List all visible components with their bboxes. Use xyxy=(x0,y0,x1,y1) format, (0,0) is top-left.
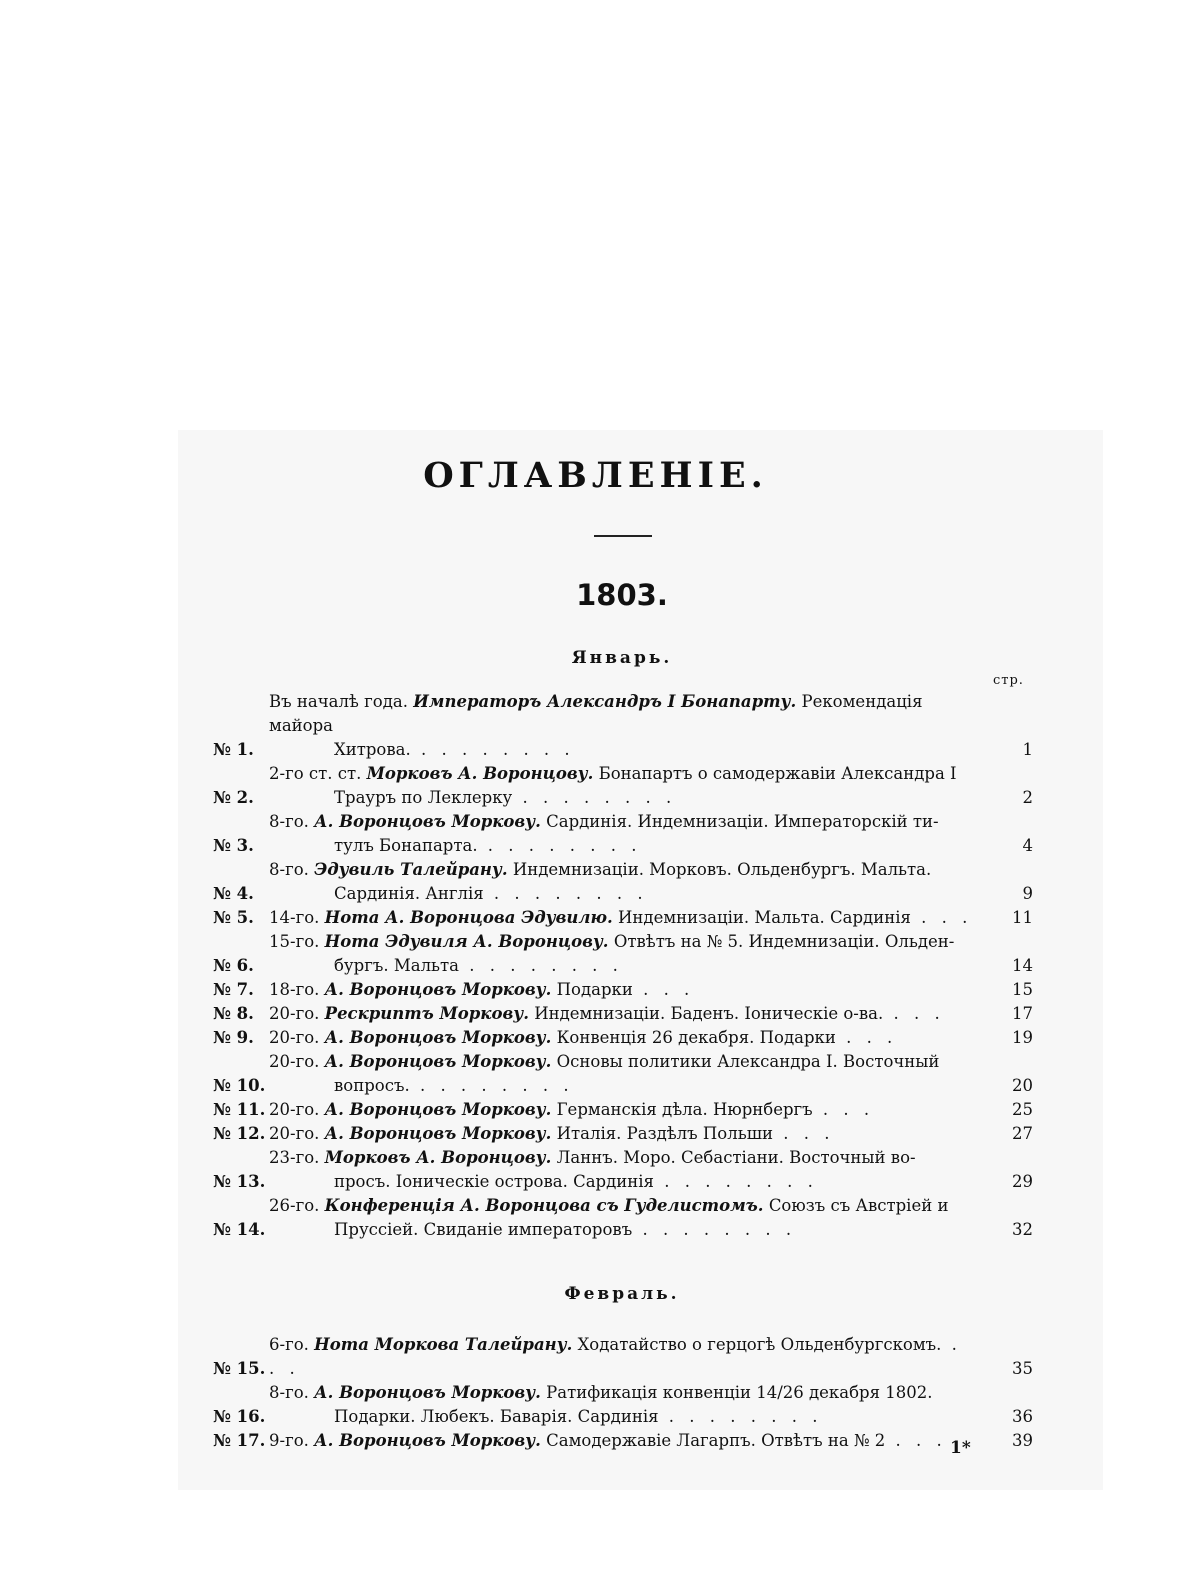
entry-text xyxy=(269,810,985,858)
entry-correspondents: Эдувиль Талейрану. xyxy=(314,860,508,879)
entry-summary: Индемнизаціи. Морковъ. Ольденбургъ. Мальта. xyxy=(512,860,932,879)
entry-correspondents: Рескриптъ Моркову. xyxy=(324,1004,529,1023)
entry-date: 20-го. xyxy=(269,1100,320,1119)
toc-entry[interactable] xyxy=(213,1146,1033,1194)
entry-number: № 3. xyxy=(213,836,254,855)
entry-date: 23-го. xyxy=(269,1148,320,1167)
entry-correspondents: А. Воронцовъ Моркову. xyxy=(324,1100,552,1119)
entry-correspondents: А. Воронцовъ Моркову. xyxy=(314,1383,541,1402)
entry-correspondents: Императоръ Александръ I Бонапарту. xyxy=(413,692,797,711)
entry-summary: Союзъ съ Австріей и xyxy=(768,1196,949,1215)
entry-summary: Основы политики Александра I. Восточный xyxy=(556,1052,940,1071)
leader-dots: . . . xyxy=(910,908,973,927)
entry-page-number: 14 xyxy=(1012,956,1033,975)
entry-correspondents: А. Воронцовъ Моркову. xyxy=(314,1431,541,1450)
leader-dots: . . . xyxy=(812,1100,875,1119)
toc-entry[interactable] xyxy=(213,690,1033,762)
entry-correspondents: Морковъ А. Воронцову. xyxy=(324,1148,552,1167)
entry-summary: Отвѣтъ на № 5. Индемнизаціи. Ольден- xyxy=(613,932,955,951)
entry-date: 8-го. xyxy=(269,860,309,879)
entry-text xyxy=(269,1026,985,1050)
entry-number: № 16. xyxy=(213,1407,266,1426)
entry-number: № 5. xyxy=(213,908,254,927)
entry-page-number: 20 xyxy=(1012,1076,1033,1095)
entry-text xyxy=(269,1050,985,1098)
entry-page-number: 19 xyxy=(1012,1028,1033,1047)
entry-page-number: 11 xyxy=(1012,908,1033,927)
leader-dots: . . . . . . . . xyxy=(632,1220,797,1239)
entry-text xyxy=(269,762,985,810)
entry-summary: Ланнъ. Моро. Себастіани. Восточный во- xyxy=(556,1148,916,1167)
toc-entry[interactable] xyxy=(213,1194,1033,1242)
entry-date: 14-го. xyxy=(269,908,320,927)
entry-summary-continued: тулъ Бонапарта. . . . . . . . . xyxy=(334,836,642,855)
entry-summary: Ратификація конвенціи 14/26 декабря 1802. xyxy=(546,1383,933,1402)
entry-number: № 1. xyxy=(213,740,254,759)
entry-correspondents: А. Воронцовъ Моркову. xyxy=(324,1124,552,1143)
entry-date: 20-го. xyxy=(269,1124,320,1143)
entry-text xyxy=(269,1381,985,1429)
entry-text xyxy=(269,1122,985,1146)
entry-number: № 11. xyxy=(213,1100,266,1119)
entry-number: № 10. xyxy=(213,1076,266,1095)
toc-entry[interactable] xyxy=(213,810,1033,858)
leader-dots: . . . . . . . . xyxy=(477,836,642,855)
entry-number: № 17. xyxy=(213,1431,266,1450)
toc-entry[interactable] xyxy=(213,762,1033,810)
entry-page-number: 32 xyxy=(1012,1220,1033,1239)
entry-page-number: 2 xyxy=(1022,788,1033,807)
leader-dots: . . . . . . . . xyxy=(459,956,623,975)
entry-text xyxy=(269,1146,985,1194)
entry-text xyxy=(269,906,985,930)
entry-number: № 4. xyxy=(213,884,254,903)
leader-dots: . . . . . . . . xyxy=(483,884,648,903)
leader-dots: . . . xyxy=(835,1028,898,1047)
entry-text xyxy=(269,1333,985,1381)
month-heading-february: Февраль. xyxy=(564,1284,680,1304)
entry-number: № 2. xyxy=(213,788,254,807)
entry-date: 8-го. xyxy=(269,812,309,831)
toc-entry[interactable] xyxy=(213,1333,1033,1381)
entry-summary-continued: Трауръ по Леклерку . . . . . . . . xyxy=(334,788,677,807)
entry-date: 9-го. xyxy=(269,1431,309,1450)
entry-text xyxy=(269,690,985,762)
entry-date: 20-го. xyxy=(269,1052,320,1071)
entry-date: 15-го. xyxy=(269,932,320,951)
entry-page-number: 35 xyxy=(1012,1359,1033,1378)
entry-date: 6-го. xyxy=(269,1335,309,1354)
leader-dots: . . . xyxy=(632,980,695,999)
entry-summary-continued: Пруссіей. Свиданіе императоровъ . . . . . . . . xyxy=(334,1220,797,1239)
entry-number: № 6. xyxy=(213,956,254,975)
leader-dots: . . . xyxy=(773,1124,835,1143)
entry-page-number: 15 xyxy=(1012,980,1033,999)
entry-summary: Италія. Раздѣлъ Польши xyxy=(556,1124,774,1143)
entry-date: 20-го. xyxy=(269,1004,320,1023)
leader-dots: . . . xyxy=(885,1431,947,1450)
entry-summary: Ходатайство о герцогѣ Ольденбургскомъ. xyxy=(577,1335,942,1354)
entry-summary: Бонапартъ о самодержавіи Александра I xyxy=(598,764,957,783)
entry-number: № 13. xyxy=(213,1172,266,1191)
entry-summary: Подарки xyxy=(556,980,633,999)
leader-dots: . . . . . . . . xyxy=(410,740,575,759)
entry-page-number: 39 xyxy=(1012,1431,1033,1450)
entry-text xyxy=(269,1194,985,1242)
entry-correspondents: А. Воронцовъ Моркову. xyxy=(324,1028,552,1047)
toc-list-february xyxy=(213,1333,1033,1453)
entry-correspondents: Конференція А. Воронцова съ Гуделистомъ. xyxy=(324,1196,764,1215)
entry-page-number: 17 xyxy=(1012,1004,1033,1023)
entry-summary: Конвенція 26 декабря. Подарки xyxy=(556,1028,836,1047)
entry-summary-continued: вопросъ. . . . . . . . . xyxy=(334,1076,574,1095)
entry-summary-continued: Подарки. Любекъ. Баварія. Сардинія . . . . . . . . xyxy=(334,1407,823,1426)
entry-number: № 7. xyxy=(213,980,254,999)
entry-date: 8-го. xyxy=(269,1383,309,1402)
leader-dots: . . . . . . . . xyxy=(653,1172,818,1191)
entry-summary: Германскія дѣла. Нюрнбергъ xyxy=(556,1100,813,1119)
toc-entry[interactable] xyxy=(213,1098,1033,1122)
entry-correspondents: Морковъ А. Воронцову. xyxy=(366,764,594,783)
entry-correspondents: А. Воронцовъ Моркову. xyxy=(324,980,552,999)
entry-text xyxy=(269,1002,985,1026)
entry-number: № 8. xyxy=(213,1004,254,1023)
toc-entry[interactable] xyxy=(213,1429,1033,1453)
entry-correspondents: Нота Моркова Талейрану. xyxy=(314,1335,573,1354)
entry-date: 18-го. xyxy=(269,980,320,999)
title-rule xyxy=(594,535,652,537)
entry-page-number: 1 xyxy=(1022,740,1033,759)
entry-summary: Самодержавіе Лагарпъ. Отвѣтъ на № 2 xyxy=(546,1431,886,1450)
entry-page-number: 9 xyxy=(1022,884,1033,903)
entry-correspondents: Нота А. Воронцова Эдувилю. xyxy=(324,908,613,927)
entry-number: № 12. xyxy=(213,1124,266,1143)
toc-entry[interactable] xyxy=(213,1050,1033,1098)
entry-text xyxy=(269,1098,985,1122)
entry-text xyxy=(269,930,985,978)
toc-entry[interactable] xyxy=(213,1026,1033,1050)
entry-summary: Сардинія. Индемнизаціи. Императорскій ти- xyxy=(546,812,939,831)
leader-dots: . . . . . . . . xyxy=(409,1076,574,1095)
entry-summary: Индемнизаціи. Баденъ. Іоническіе о-ва. xyxy=(534,1004,884,1023)
entry-text xyxy=(269,1429,985,1453)
entry-date: Въ началѣ года. xyxy=(269,692,408,711)
page-title: ОГЛАВЛЕНІЕ. xyxy=(423,455,768,496)
entry-correspondents: Нота Эдувиля А. Воронцову. xyxy=(324,932,609,951)
entry-number: № 9. xyxy=(213,1028,254,1047)
page-column-header: стр. xyxy=(993,673,1024,688)
entry-summary-continued: Хитрова. . . . . . . . . xyxy=(334,740,575,759)
leader-dots: . . . xyxy=(269,1335,962,1378)
toc-list-january xyxy=(213,690,1033,1242)
entry-date: 20-го. xyxy=(269,1028,320,1047)
entry-summary: Рекомендація майора xyxy=(269,692,923,735)
toc-entry[interactable] xyxy=(213,978,1033,1002)
entry-summary-continued: бургъ. Мальта . . . . . . . . xyxy=(334,956,623,975)
toc-entry[interactable] xyxy=(213,1122,1033,1146)
leader-dots: . . . . . . . . xyxy=(658,1407,823,1426)
entry-text xyxy=(269,978,985,1002)
toc-entry[interactable] xyxy=(213,930,1033,978)
month-heading-january: Январь. xyxy=(571,648,673,668)
entry-number: № 14. xyxy=(213,1220,266,1239)
entry-number: № 15. xyxy=(213,1359,266,1378)
leader-dots: . . . . . . . . xyxy=(512,788,677,807)
year-heading: 1803. xyxy=(576,578,668,612)
entry-summary: Индемнизаціи. Мальта. Сардинія xyxy=(618,908,911,927)
entry-page-number: 4 xyxy=(1022,836,1033,855)
entry-date: 26-го. xyxy=(269,1196,320,1215)
toc-entry[interactable] xyxy=(213,1381,1033,1429)
entry-date: 2-го ст. ст. xyxy=(269,764,362,783)
entry-summary-continued: Сардинія. Англія . . . . . . . . xyxy=(334,884,648,903)
entry-page-number: 29 xyxy=(1012,1172,1033,1191)
entry-page-number: 27 xyxy=(1012,1124,1033,1143)
entry-page-number: 25 xyxy=(1012,1100,1033,1119)
entry-text xyxy=(269,858,985,906)
entry-correspondents: А. Воронцовъ Моркову. xyxy=(324,1052,552,1071)
entry-summary-continued: просъ. Іоническіе острова. Сардинія . . . . . . . . xyxy=(334,1172,818,1191)
toc-entry[interactable] xyxy=(213,906,1033,930)
entry-page-number: 36 xyxy=(1012,1407,1033,1426)
toc-entry[interactable] xyxy=(213,858,1033,906)
leader-dots: . . . xyxy=(883,1004,945,1023)
toc-entry[interactable] xyxy=(213,1002,1033,1026)
signature-mark: 1* xyxy=(950,1438,971,1458)
entry-correspondents: А. Воронцовъ Моркову. xyxy=(314,812,541,831)
